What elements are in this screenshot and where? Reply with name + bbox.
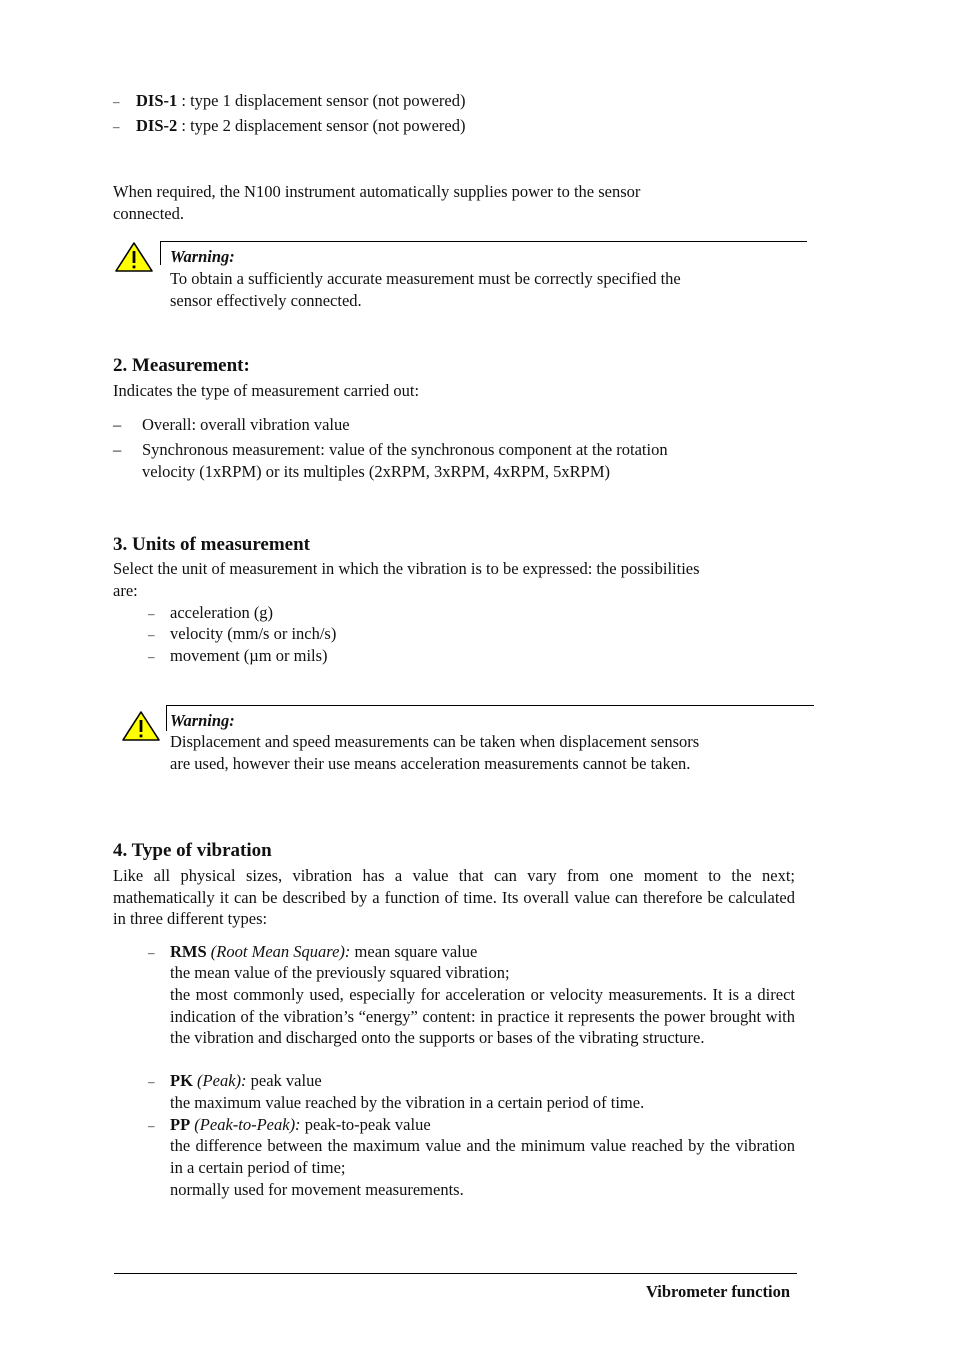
bullet-dash: – xyxy=(148,649,155,664)
sensor-desc: : type 1 displacement sensor (not powered) xyxy=(177,91,466,110)
bullet-dash: – xyxy=(113,440,122,459)
type-detail-paragraph: the difference between the maximum value and the minimum value reached by the vibration in a certain period of time; xyxy=(170,1136,795,1177)
type-detail-line: normally used for movement measurements. xyxy=(170,1180,464,1199)
type-fullname: (Peak-to-Peak): xyxy=(194,1115,301,1134)
power-paragraph-line: connected. xyxy=(113,204,185,223)
footer-title: Vibrometer function xyxy=(645,1282,790,1301)
warning-text-line: Displacement and speed measurements can be taken when displacement sensors xyxy=(170,732,700,751)
bullet-dash: – xyxy=(113,94,120,109)
warning-rule-vertical xyxy=(160,241,161,265)
bullet-dash: – xyxy=(148,627,155,642)
sensor-item xyxy=(136,90,465,112)
warning-rule xyxy=(166,705,814,706)
type-code: PK xyxy=(170,1071,193,1090)
warning-triangle-icon xyxy=(114,241,154,273)
section-intro-line: Select the unit of measurement in which the vibration is to be expressed: the possibilities xyxy=(113,559,700,578)
vibration-type-rms xyxy=(170,941,477,963)
type-code: PP xyxy=(170,1115,191,1134)
type-fullname: (Root Mean Square): xyxy=(210,942,351,961)
type-code: RMS xyxy=(170,942,207,961)
section-heading: 3. Units of measurement xyxy=(113,534,311,555)
vibration-type-pk xyxy=(170,1070,322,1092)
list-item: Overall: overall vibration value xyxy=(142,415,350,434)
bullet-dash: – xyxy=(113,415,122,434)
warning-text-line: are used, however their use means acceleration measurements cannot be taken. xyxy=(170,754,691,773)
unit-item: movement (µm or mils) xyxy=(170,646,328,665)
type-detail-line: the maximum value reached by the vibration in a certain period of time. xyxy=(170,1093,645,1112)
sensor-code: DIS-1 xyxy=(136,91,178,110)
sensor-item xyxy=(136,115,465,137)
warning-text-line: sensor effectively connected. xyxy=(170,291,362,310)
bullet-dash: – xyxy=(148,1074,155,1089)
warning-rule-vertical xyxy=(166,705,167,731)
footer-rule xyxy=(114,1273,797,1274)
unit-item: acceleration (g) xyxy=(170,603,274,622)
section-heading: 2. Measurement: xyxy=(113,355,250,376)
type-detail-paragraph: the most commonly used, especially for acceleration or velocity measurements. It is a direct indication of the vibration’s “energy” content: in practice it represents the power brought with the vibration and discharged onto the supports or bases of the vibrating structure. xyxy=(170,985,795,1048)
list-item-line: velocity (1xRPM) or its multiples (2xRPM, 3xRPM, 4xRPM, 5xRPM) xyxy=(142,462,611,481)
type-desc: peak value xyxy=(246,1071,322,1090)
warning-triangle-icon xyxy=(121,710,161,742)
section-intro-line: are: xyxy=(113,581,138,600)
bullet-dash: – xyxy=(148,945,155,960)
bullet-dash: – xyxy=(148,1118,155,1133)
section-intro: Indicates the type of measurement carried out: xyxy=(113,381,420,400)
power-paragraph-line: When required, the N100 instrument automatically supplies power to the sensor xyxy=(113,182,641,201)
list-item-line: Synchronous measurement: value of the synchronous component at the rotation xyxy=(142,440,668,459)
warning-text-line: To obtain a sufficiently accurate measurement must be correctly specified the xyxy=(170,269,681,288)
warning-title: Warning: xyxy=(170,711,235,730)
type-desc: mean square value xyxy=(350,942,478,961)
section-intro-paragraph: Like all physical sizes, vibration has a value that can vary from one moment to the next; mathematically it can be described by a function of time. Its overall value can therefore be calculated in three different types: xyxy=(113,866,795,929)
bullet-dash: – xyxy=(148,606,155,621)
warning-title: Warning: xyxy=(170,247,235,266)
unit-item: velocity (mm/s or inch/s) xyxy=(170,624,337,643)
sensor-desc: : type 2 displacement sensor (not powered) xyxy=(177,116,466,135)
vibration-type-pp xyxy=(170,1114,431,1136)
section-heading: 4. Type of vibration xyxy=(113,840,272,861)
type-fullname: (Peak): xyxy=(197,1071,247,1090)
bullet-dash: – xyxy=(113,119,120,134)
type-detail-line: the mean value of the previously squared vibration; xyxy=(170,963,510,982)
type-desc: peak-to-peak value xyxy=(300,1115,431,1134)
sensor-code: DIS-2 xyxy=(136,116,178,135)
warning-rule xyxy=(160,241,807,242)
